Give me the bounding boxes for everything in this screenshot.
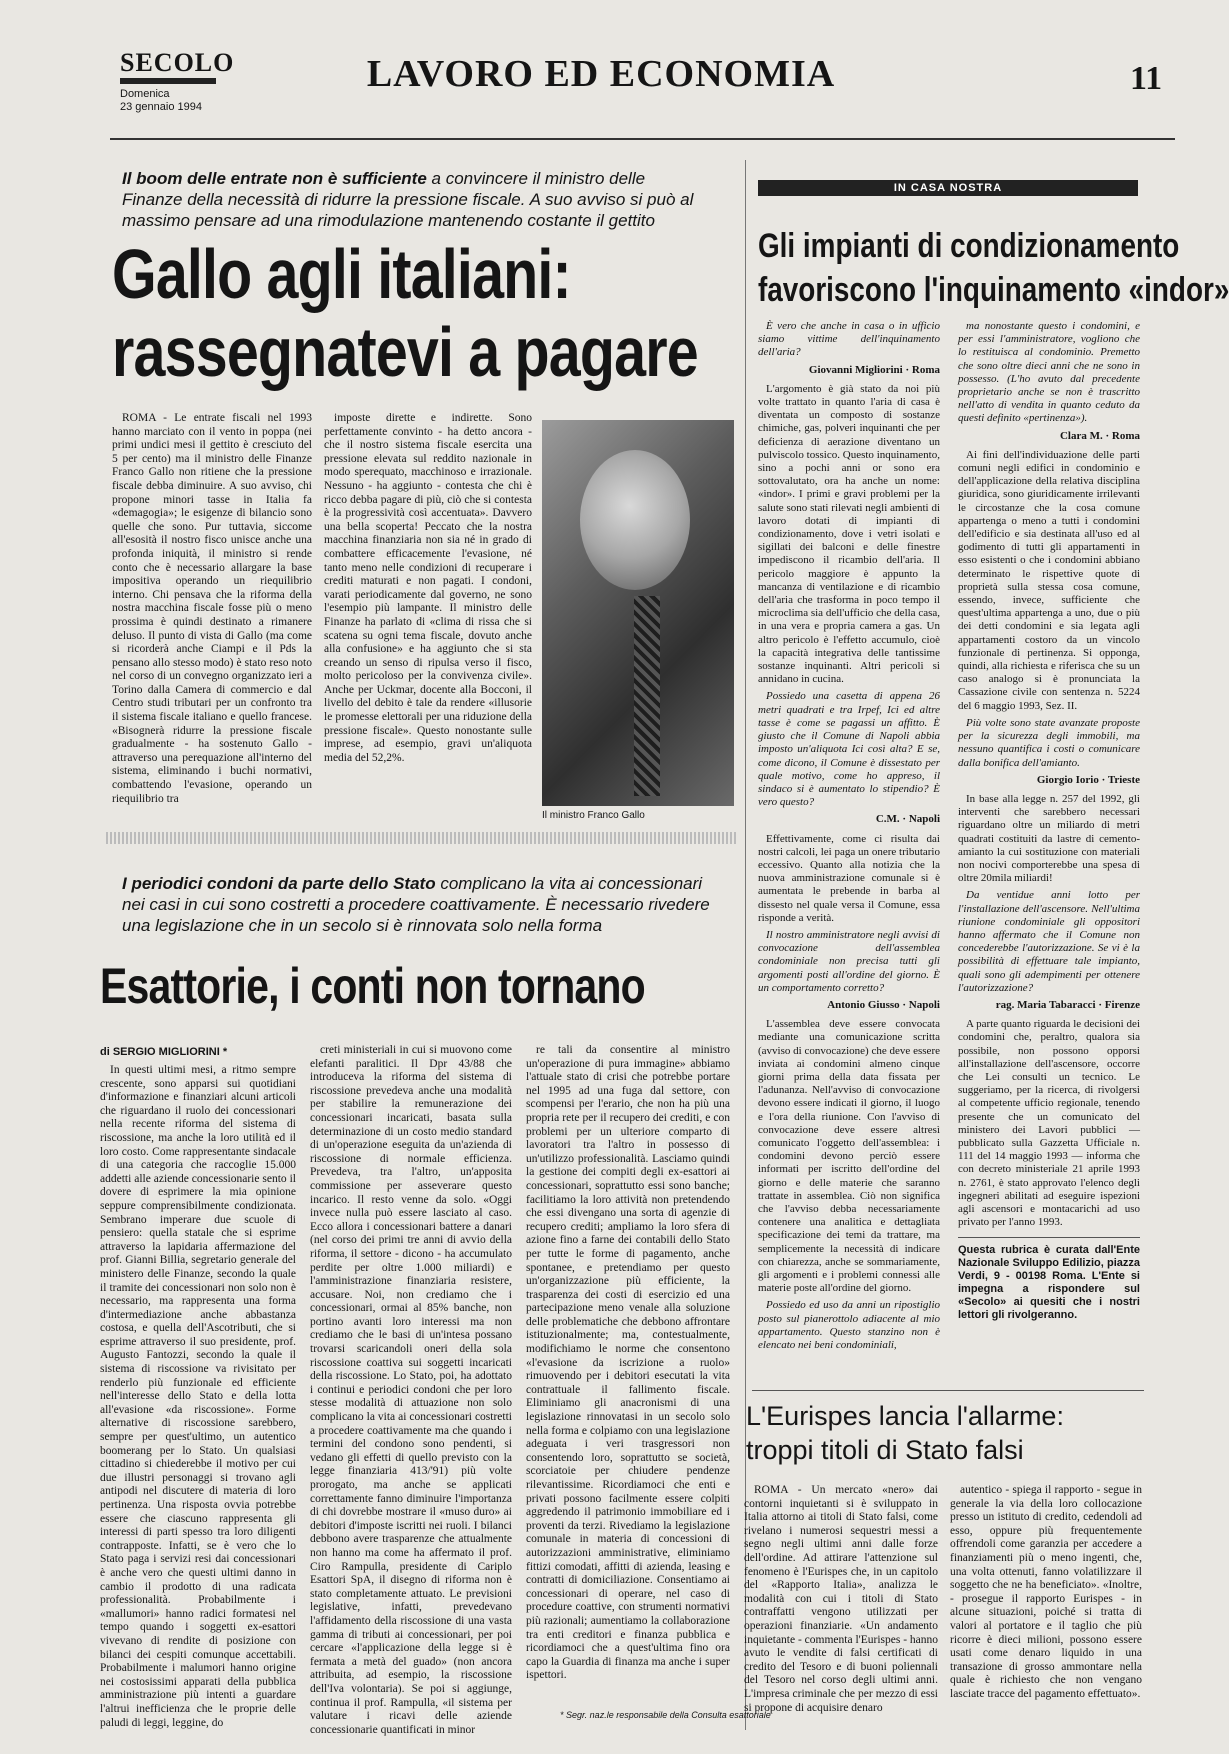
page-number: 11 (1130, 60, 1163, 97)
article2-kicker (122, 873, 722, 936)
article1-column-1: ROMA - Le entrate fiscali nel 1993 hanno marciato con il vento in poppa (nei primi undici mesi il gettito è cresciuto del 5 per cento) ma il ministro delle Finanze Franco Gallo non ritiene che la pressione fiscale debba diminuire. A suo avviso, chi propone minori tasse in Italia fa «demagogia»; le esigenze di bilancio sono quelle che sono. Pur tuttavia, siccome all'esosità il nostro fisco unisce anche una profonda iniquità, il ministro si rende conto che è necessario allargare la base impositiva operando un riequilibrio interno. Chi pensava che la riforma della nostra macchina fiscale fosse più o meno prossima è quindi destinato a rimanere deluso. Il punto di vista di Gallo (ma come si ricorderà anche Ciampi e il Pds la pensano allo stesso modo) è stato reso noto nel corso di un convegno organizzato ieri a Torino dalla Camera di commercio e dal Centro studi tributari per un confronto tra il sistema fiscale italiano e quello francese. «Bisognerà ridurre la pressione fiscale gradualmente - ha sostenuto Gallo - attraverso una perequazione all'interno del sistema, eliminando i buchi normativi, combattendo l'evasione, operando un riequilibrio tra (112, 412, 312, 805)
masthead-rule (110, 138, 1175, 140)
rubric-banner: IN CASA NOSTRA (758, 180, 1138, 196)
article2-column-1: In questi ultimi mesi, a ritmo sempre crescente, sono apparsi sui quotidiani d'informazione e finanziari alcuni articoli che riguardano il ruolo dei concessionari nella recente riforma del sistema di riscossione, ma anche la loro utilità ed il loro costo. Come rappresentante sindacale di una categoria che raccoglie 15.000 addetti alle aziende concessionarie sento il dovere di esprimere la mia opinione seppure comprensibilmente condizionata. Sembrano imperare due scuole di pensiero: quella statale che si esprime attraverso la lapidaria affermazione del prof. Gianni Billia, segretario generale del ministero delle Finanze, secondo la quale il tramite dei concessionari non solo non è necessario, ma rappresenta una forma d'intermediazione anche abbastanza costosa, e quella dell'Ascotributi, che si esprime attraverso il suo presidente, prof. Augusto Fantozzi, secondo la quale il sistema di riscossione va rivisitato per renderlo più funzionale ed efficiente nell'interesse dello Stato e della lotta all'evasione «da riscossione». Forme alternative di riscossione sarebbero, sempre per quest'ultimo, un autentico boomerang per lo Stato. Un qualsiasi cittadino si chiederebbe il motivo per cui due illustri personaggi si trovano agli antipodi nel discutere di materia di loro pertinenza. Una risposta ovvia potrebbe essere che ciascuno rappresenta gli interessi di parti spesso tra loro diligenti contrapposte. Infatti, se è vero che lo Stato paga i servizi resi dai concessionari è anche vero che questi ultimi danno in cambio il prodotto di una radicata professionalità. Probabilmente i «mallumori» hanno radici formatesi nel tempo quando i soggetti ex-esattori vivevano di rendite di posizione con bilanci dei cespiti comunque accettabili. Probabilmente i malumori hanno origine nei costosissimi apparati della pubblica amministrazione più intenti a guardare l'altrui inefficienza che le proprie delle paludi di leggi, leggine, do (100, 1064, 296, 1729)
article3-headline-line2: troppi titoli di Stato falsi (746, 1435, 1024, 1465)
sidebar-column-2 (958, 320, 1140, 1360)
letter-signature: Giorgio Iorio · Trieste (1036, 773, 1140, 786)
letter-answer: Effettivamente, come ci risulta dai nostri calcoli, lei paga un onere tributario eccessivo. Quanto alla notizia che la nuova amministrazione comunale si è aumentata le prebende in barba al dissesto nel quale versa il Comune, essa risponde a verità. (758, 832, 940, 924)
article1-column-2: imposte dirette e indirette. Sono perfettamente convinto - ha detto ancora - che il nostro sistema fiscale esercita una pressione elevata sul reddito nazionale in modo sperequato, macchinoso e irrazionale. Nessuno - ha aggiunto - contesta che chi è ricco debba pagare di più, ciò che si contesta è la progressività così accentuata». Davvero una bella scoperta! Peccato che la nostra macchina finanziaria non sia né in grado di combattere efficacemente l'evasione, né tanto meno nelle condizioni di recuperare i crediti maturati e non pagati. I condoni, varati periodicamente dal governo, ne sono l'esempio più lampante. Il ministro delle Finanze ha parlato di «clima di rissa che si scatena su ogni tema fiscale, dovuto anche alla confusione» e ha aggiunto che si sta creando un senso di ripulsa verso il fisco, molto pericoloso per la convivenza civile». Anche per Uckmar, docente alla Bocconi, il livello del debito è tale da rendere «illusorie le promesse elettorali per una riduzione della pressione fiscale». Questo nonostante sulle imprese, ad esempio, gravi un'aliquota media del 52,2%. (324, 412, 532, 764)
article1-kicker-rest: a convincere il ministro delle Finanze della necessità di ridurre la pressione fiscale. A suo avviso si può al massimo pensare ad una rimodulazione mantenendo costante il gettito (122, 169, 694, 230)
article1-kicker-bold: Il boom delle entrate non è sufficiente (122, 169, 427, 188)
letter-question: ma nonostante questo i condomini, e per essi l'amministratore, vogliono che lo restituisca al condominio. Premetto che sono oltre dieci anni che ne sono in possesso. (L'ho avuto dal precedente proprietario anche se non è trascritto nell'atto di vendita in quanto ceduto da questi definito «pertinenza»). (958, 320, 1140, 425)
letter-signature: rag. Maria Tabaracci · Firenze (995, 998, 1140, 1011)
photo-caption: Il ministro Franco Gallo (542, 810, 645, 821)
sidebar-headline-line2: favoriscono l'inquinamento «indor» (758, 271, 1229, 309)
letter-question: Possiedo ed uso da anni un ripostiglio posto sul pianerottolo adiacente al mio appartamento. Questo stanzino non è elencato nei beni condominiali, (758, 1299, 940, 1352)
letter-answer: L'argomento è già stato da noi più volte trattato in quanto l'aria di casa è diventata un composto di sostanze chimiche, gas, polveri inquinanti che per deficienza di aerazione diventano un pulviscolo tossico. Questo inquinamento, sino a pochi anni or sono era sottovalutato, ora ha anche un nome: «indor». I primi e gravi problemi per la salute sono stati rilevati negli ambienti di lavoro dotati di impianti di condizionamento, dove i vetri isolati e sigillati dei balconi e delle finestre impediscono il ricambio dell'aria. Il pericolo maggiore è appunto la mancanza di ventilazione e di ricambio dell'aria che trasforma in poco tempo il microclima sia dell'ufficio che della casa, in una vera e propria camera a gas. Un altro pericolo è l'effetto accumulo, cioè la capacità integrativa delle tantissime sostanze inquinanti. Altri pericoli si annidano in cucina. (758, 382, 940, 686)
article3-column-1: ROMA - Un mercato «nero» dai contorni inquietanti si è sviluppato in Italia attorno ai titoli di Stato falsi, come rivelano i numerosi sequestri messi a segno negli ultimi anni dalle forze dell'ordine. Ad attirare l'attenzione sul fenomeno è l'Eurispes che, in un capitolo del «Rapporto Italia», analizza le modalità con cui i titoli di Stato contraffatti vengono utilizzati per operazioni finanziarie. «Un andamento inquietante - commenta l'Eurispes - hanno avuto le vendite di falsi certificati di credito del Tesoro e di buoni poliennali del Tesoro nel corso degli ultimi anni. L'impresa criminale che per mezzo di essi si propone di acquisire denaro (744, 1484, 939, 1714)
rubric-note: Questa rubrica è curata dall'Ente Nazionale Sviluppo Edilizio, piazza Verdi, 9 - 00198 Roma. L'Ente si impegna a rispondere sul «Secolo» ai quesiti che i nostri lettori gli rivolgeranno. (958, 1237, 1140, 1322)
letter-answer: A parte quanto riguarda le decisioni dei condomini che, peraltro, qualora sia possibile, non possono opporsi all'installazione dell'ascensore, occorre che Lei consulti un tecnico. Le suggeriamo, per la ricerca, di rivolgersi al competente ufficio regionale, tenendo presente che un comunicato del ministero dei Lavori pubblici — pubblicato sulla Gazzetta Ufficiale n. 111 del 14 maggio 1993 — informa che con decreto ministeriale 21 aprile 1993 n. 2761, è stato approvato l'elenco degli ingegneri abilitati ad eseguire ispezioni agli ascensori e montacarichi ad uso privato per l'anno 1993. (958, 1018, 1140, 1229)
letter-signature: Giovanni Migliorini · Roma (808, 363, 940, 376)
letter-signature: Antonio Giusso · Napoli (827, 998, 940, 1011)
letter-signature: Clara M. · Roma (1059, 429, 1140, 442)
article-separator (106, 832, 738, 844)
article3-headline-line1: L'Eurispes lancia l'allarme: (746, 1401, 1064, 1431)
photo-face (580, 450, 690, 590)
section-title: LAVORO ED ECONOMIA (366, 53, 836, 95)
letter-question: È vero che anche in casa o in ufficio siamo vittime dell'inquinamento dell'aria? (758, 320, 940, 359)
article3-rule (752, 1390, 1144, 1391)
article3-column-2: autentico - spiega il rapporto - segue in generale la via della loro collocazione presso un istituto di credito, cedendoli ad esso, oppure più frequentemente offrendoli come garanzia per accedere a finanziamenti più o meno ingenti, che, una volta ottenuti, fanno volatilizzare il soggetto che ne ha beneficiato». «Inoltre, - prosegue il rapporto Eurispes - in alcune situazioni, poiché si tratta di valori al portatore e il taglio che più ricorre è dieci milioni, possono essere usati come denaro liquido in una transazione di grosso ammontare nella quale è richiesto che non vengano lasciate tracce del pagamento effettuato». (950, 1484, 1142, 1700)
sidebar-headline-line1: Gli impianti di condizionamento (758, 227, 1180, 265)
day-of-week: Domenica (120, 88, 170, 100)
photo-tie (634, 596, 660, 796)
letter-answer: In base alla legge n. 257 del 1992, gli interventi che sarebbero necessari riguardano oltre un miliardo di metri quadrati costituiti da lastre di cemento-amianto la cui sostituzione con materiali non nocivi comporterebbe una spesa di oltre 20mila miliardi! (958, 792, 1140, 885)
article1-headline-line1: Gallo agli italiani: (112, 235, 571, 313)
article2-byline: di SERGIO MIGLIORINI * (100, 1046, 228, 1058)
article2-column-3: re tali da consentire al ministro un'operazione di pura immagine» abbiamo l'attuale stato di crisi che potrebbe portare nel 1995 ad una fuga dal settore, con scompensi per l'erario, che non ha più una propria rete per il recupero dei crediti, e con problemi per un ulteriore comparto di lavoratori tra l'altro in possesso di un'utilizzo professionalità. Lasciamo quindi la gestione dei compiti degli ex-esattori ai concessionari, soprattutto essi sono banche; facilitiamo la loro attività non pretendendo che essi divengano una sorta di agenzie di recupero crediti; ampliamo la loro sfera di azione fino a farne dei contabili dello Stato per tutte le forme di pagamento, anche spontanee, e pretendiamo per questo un'organizzazione più efficiente, la trasparenza dei costi di esercizio ed una partecipazione meno venale alla soluzione delle problematiche che debbono affrontare istituzionalmente; ma, contestualmente, modifichiamo le norme che consentono «l'evasione da iscrizione a ruolo» rimuovendo per i debitori esecutati la vita contrattuale il fallimento fiscale. Eliminiamo gli anacronismi di una legislazione rinnovatasi in un secolo solo nella forma e colpiamo con una legislazione adeguata i veri trasgressori non consentendo loro, soprattutto se società, scorciatoie per chiudere pendenze rilevantissime. Ricordiamoci che enti e privati possono facilmente essere colpiti aggredendo il patrimonio immobiliare ed i proventi da terzi. Rivediamo la legislazione comunale in materia di concessioni di autorizzazioni amministrative, eliminiamo fittizi comodati, affitti di azienda, leasing e contratti di domiciliazione. Consentiamo ai concessionari di operare, nel caso di procedure coattive, con strumenti normativi più razionali; aumentiamo la collaborazione tra enti creditori e finanza pubblica e ricordiamoci che a quest'ultima fino ora capo la Guardia di finanza ma anche i super ispettori. (526, 1044, 730, 1682)
article2-kicker-rest: complicano la vita ai concessionari nei casi in cui sono costretti a procedere coattivamente. È necessario rivedere una legislazione che in un secolo si è rinnovata solo nella forma (122, 874, 710, 935)
newspaper-logo: SECOLO (120, 48, 235, 77)
article2-column-2: creti ministeriali in cui si muovono come elefanti paralitici. Il Dpr 43/88 che introduceva la riforma del sistema di riscossione prevedeva anche una modalità per stabilire la remunerazione dei concessionari incaricati, basata sulla determinazione di un costo medio standard di un'operazione eseguita da un'azienda di riscossione di normale efficienza. Prevedeva, tra l'altro, un'apposita commissione per asseverare questo incarico. Il resto venne da solo. «Oggi invece nulla può essere lasciato al caso. Ecco allora i concessionari battere a danari (nel corso dei primi tre anni di avvio della riforma, il settore - dicono - ha accumulato perdite per oltre 1.000 miliardi) e l'amministrazione finanziaria resistere, accusare. Noi, non crediamo che i concessionari, ormai al 85% banche, non portino avanti loro interessi ma non crediamo che le basi di un'intesa possano trovarsi scaricandoli oneri della sola riscossione coattiva sui soggetti incaricati della riscossione. Lo Stato, poi, ha adottato i continui e periodici condoni che per loro stesse modalità di attuazione non solo complicano la vita ai concessionari costretti a procedere coattivamente ma che quando i termini del condono sono pendenti, si vedano gli effetti di quello previsto con la legge finanziaria 413/'91) più volte prorogato, ma anche se applicati correttamente fanno diminuire l'importanza di chi dovrebbe mostrare il «muso duro» ai debitori d'imposte iscritti nei ruoli. I bilanci debbono avere trasparenze che attualmente non hanno ma come ha affermato il prof. Ciro Rampulla, presidente di Cariplo Esattori SpA, il disegno di riforma non è stato completamente attuato. Le previsioni legislative, infatti, prevedevano l'affidamento della riscossione di una vasta gamma di tributi ai concessionari, per poi cercare «l'applicazione della legge si è fermata a metà del guado» (non ancora attribuita, ad esempio, la riscossione dell'Iva volontaria). Se poi si aggiunge, continua il prof. Rampulla, «il sistema per valutare i ricavi delle aziende concessionarie quantificati in minor (310, 1044, 512, 1736)
article2-headline: Esattorie, i conti non tornano (100, 958, 645, 1014)
letter-question: Più volte sono state avanzate proposte per la sicurezza degli immobili, ma nessuno quantifica i costi o comunicare dalla bonifica dell'amianto. (958, 716, 1140, 769)
article1-headline-line2: rassegnatevi a pagare (112, 313, 698, 391)
letter-answer: L'assemblea deve essere convocata mediante una comunicazione scritta (avviso di convocazione) che deve essere inviata ai condomini almeno cinque giorni prima della data fissata per l'adunanza. Nell'avviso di convocazione devono essere indicati il giorno, il luogo e l'ora della riunione. Con l'avviso di convocazione deve essere altresì comunicato l'oggetto dell'assemblea: i condomini devono perciò essere informati per iscritto dell'ordine del giorno e delle materie che saranno trattate in assemblea. Ciò non significa che l'avviso debba necessariamente contenere una analitica e dettagliata specificazione dei temi da trattare, ma semplicemente la necessità di indicare con chiarezza, anche se sommariamente, gli argomenti e i problemi connessi alle materie poste all'ordine del giorno. (758, 1018, 940, 1295)
issue-date: 23 gennaio 1994 (120, 101, 202, 113)
article2-kicker-bold: I periodici condoni da parte dello Stato (122, 874, 436, 893)
letter-signature: C.M. · Napoli (875, 813, 940, 826)
letter-question: Possiedo una casetta di appena 26 metri quadrati e tra Irpef, Ici ed altre tasse è come se pagassi un affitto. È giusto che il Comune di Napoli abbia imposto un'aliquota Ici così alta? E se, come dicono, il Comune è dissestato per quale motivo, come ho appreso, il sindaco si è aumentato lo stipendio? È vero questo? (758, 690, 940, 809)
minister-photo (542, 420, 734, 806)
letter-question: Il nostro amministratore negli avvisi di convocazione dell'assemblea condominiale non precisa tutti gli argomenti posti all'ordine del giorno. È un comportamento corretto? (758, 928, 940, 994)
sidebar-column-1 (758, 320, 940, 1390)
article1-kicker (122, 168, 702, 231)
letter-question: Da ventidue anni lotto per l'installazione dell'ascensore. Nell'ultima riunione condominiale gli oppositori hanno affermato che il Comune non concederebbe l'autorizzazione. Se vi è la possibilità di effettuare tale impianto, quali sono gli adempimenti per ottenere l'autorizzazione? (958, 889, 1140, 994)
article2-footnote: * Segr. naz.le responsabile della Consulta esattoriale (560, 1710, 771, 1720)
letter-answer: Ai fini dell'individuazione delle parti comuni negli edifici in condominio e dell'applicazione della relativa disciplina giuridica, sono giuridicamente irrilevanti le circostanze che la cosa comune appartenga o meno a tutti i condomini dell'edificio e sia destinata all'uso ed al godimento di tutti gli appartamenti in esso esistenti o che i condomini abbiano determinato le rispettive quote di proprietà sulla stessa cosa comune, essendo, invece, sufficiente che quest'ultima appartenga a uno, due o più dei detti condomini e sia legata agli appartamenti costoro da un vincolo funzionale di pertinenza. Si opponga, quindi, alla richiesta e riferisca che su un caso analogo si è pronunciata la Cassazione civile con sentenza n. 5224 del 6 maggio 1993, Sez. II. (958, 448, 1140, 712)
